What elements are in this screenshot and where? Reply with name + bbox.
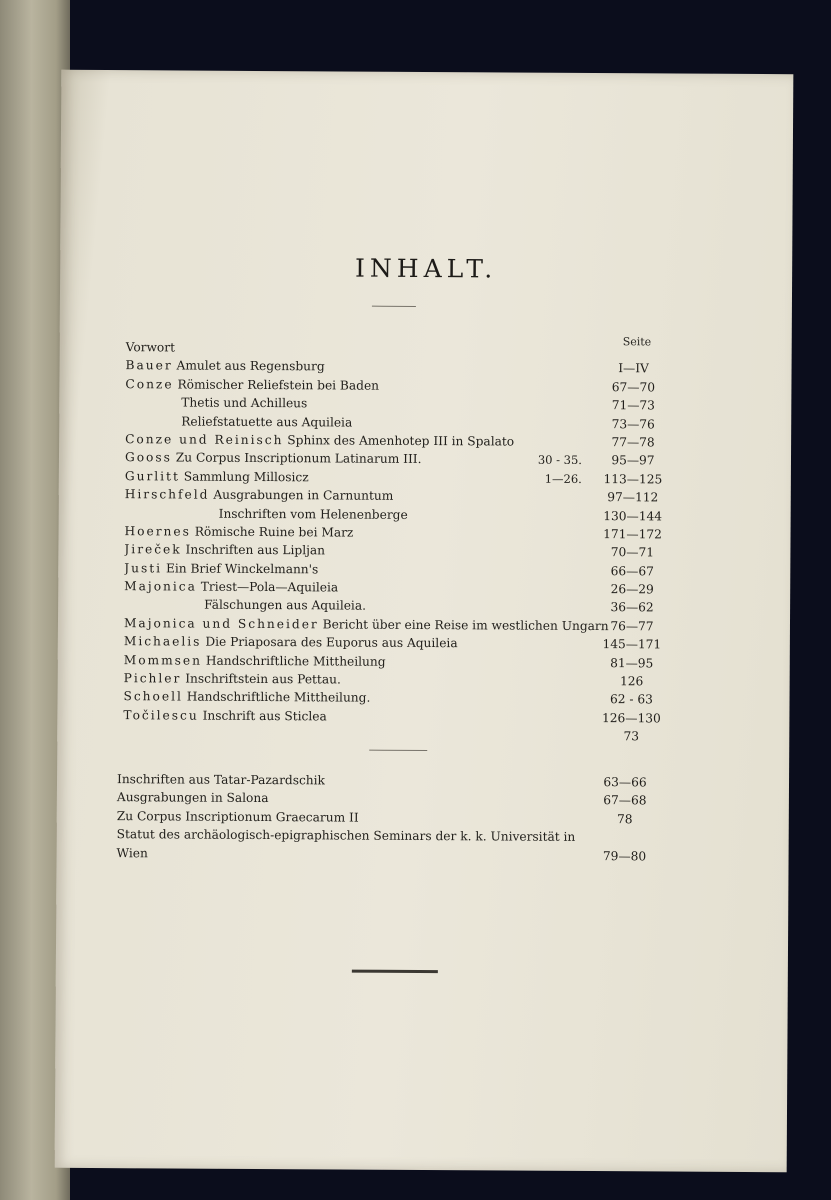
toc-entry-title (124, 522, 353, 542)
toc-entry-text: Sammlung Millosicz (183, 469, 309, 485)
table-of-contents (123, 338, 670, 746)
toc-entry (123, 724, 668, 746)
toc-entry-title (181, 412, 352, 431)
appendix-entry-pages: 78 (616, 811, 633, 827)
toc-entry-title (124, 651, 386, 671)
toc-entry-pages: 171—172 (603, 526, 662, 542)
toc-entry-pages: I—IV (618, 361, 649, 376)
toc-entry-title (125, 430, 514, 451)
section-divider (369, 750, 427, 751)
toc-entry-title (125, 375, 379, 395)
toc-entry-author: Conze und Reinisch (125, 432, 284, 448)
toc-entry-author: Justi (124, 560, 163, 576)
end-ornament-rule (352, 970, 438, 974)
toc-entry-title (219, 504, 408, 524)
toc-entry-title (124, 577, 338, 597)
toc-entry-pages: 70—71 (610, 545, 655, 560)
toc-entry-pages: 81—95 (610, 655, 654, 671)
toc-entry-author: Michaelis (123, 634, 202, 649)
toc-entry-pages: 71—73 (611, 398, 655, 413)
toc-entry-column-range: 30 - 35. (537, 453, 583, 468)
toc-entry-pages: 26—29 (610, 582, 654, 597)
toc-entry-title (124, 632, 458, 652)
toc-entry-column-range: 1—26. (544, 471, 582, 486)
toc-entry-text: Inschriften vom Helenenberge (218, 506, 408, 522)
toc-entry-pages: 73—76 (611, 416, 655, 431)
toc-entry-author: Hoernes (124, 524, 191, 539)
toc-entry-text: Römischer Reliefstein bei Baden (177, 377, 380, 393)
book-page (55, 70, 794, 1172)
toc-entry-title (124, 669, 341, 689)
toc-entry-title (124, 540, 325, 560)
toc-entry-author: Bauer (125, 358, 173, 373)
toc-entry-author: Hirschfeld (124, 487, 210, 502)
toc-entry-text: Inschriften aus Lipljan (185, 542, 326, 558)
toc-entry-text: Ein Brief Winckelmann's (165, 561, 319, 577)
toc-entry-text: Die Priaposara des Euporus aus Aquileia (205, 634, 458, 651)
toc-entry-pages: 130—144 (603, 508, 663, 523)
toc-entry-author: Majonica und Schneider (123, 616, 319, 632)
toc-entry-author: Mommsen (123, 652, 203, 668)
toc-entry-author: Pichler (123, 671, 182, 686)
toc-entry-text: Bericht über eine Reise im westlichen Ungarn (322, 617, 609, 633)
toc-entry-title (125, 485, 394, 505)
seite-column-header: Seite (622, 335, 652, 349)
toc-entry-author: Jireček (124, 542, 182, 557)
toc-entry-pages: 76—77 (610, 618, 654, 634)
toc-entry-pages: 126—130 (602, 710, 661, 726)
toc-entry-pages: 62 - 63 (610, 692, 654, 707)
toc-entry-text: Inschrift aus Sticlea (202, 708, 327, 724)
toc-entry-text: Handschriftliche Mittheilung (205, 653, 386, 669)
toc-entry-text: Römische Ruine bei Marz (194, 524, 354, 540)
toc-entry-title (125, 357, 324, 377)
toc-entry-pages: 126 (619, 674, 644, 689)
toc-entry-title (125, 467, 309, 487)
toc-entry-author: Točilescu (123, 707, 199, 723)
toc-entry-pages: 73 (623, 729, 640, 744)
toc-entry-pages: 66—67 (610, 563, 654, 579)
appendix-entry-text: Zu Corpus Inscriptionum Graecarum II (116, 808, 359, 825)
toc-entry-text: Thetis und Achilleus (181, 395, 308, 411)
toc-entry-title (181, 394, 307, 413)
toc-entry-text: Zu Corpus Inscriptionum Latinarum III. (175, 450, 422, 467)
toc-entry-title (123, 706, 326, 726)
toc-entry-title (204, 596, 366, 615)
toc-entry-author: Schoell (123, 689, 183, 704)
appendix-entry-text: Inschriften aus Tatar-Pazardschik (116, 772, 325, 788)
toc-entry-title (123, 688, 370, 708)
appendix-entry-text: Statut des archäologisch-epigraphischen Seminars der k. k. Universität in Wien (116, 827, 576, 860)
toc-entry-text: Inschriftstein aus Pettau. (185, 671, 341, 687)
toc-entry-pages: 36—62 (610, 600, 654, 615)
appendix-entry (117, 825, 662, 865)
toc-entry-pages: 145—171 (602, 637, 662, 652)
toc-entry-pages: 77—78 (611, 435, 655, 450)
appendix-entry-pages: 79—80 (602, 848, 647, 863)
appendix-entry-pages: 63—66 (603, 775, 647, 790)
title-divider (372, 306, 416, 307)
toc-entry-pages: 67—70 (611, 379, 656, 395)
toc-entry-text: Ausgrabungen in Carnuntum (213, 487, 394, 503)
toc-entry-text: Fälschungen aus Aquileia. (204, 598, 367, 614)
toc-entry-pages: 95—97 (611, 453, 655, 468)
appendix-entry-pages: 67—68 (603, 793, 647, 808)
toc-entry-author: Majonica (124, 579, 197, 594)
page-title: INHALT. (355, 253, 498, 284)
toc-entry-author: Conze (125, 376, 174, 392)
toc-entry-text: Triest—Pola—Aquileia (200, 579, 339, 595)
toc-entry-author: Gurlitt (124, 468, 180, 484)
toc-entry-text: Reliefstatuette aus Aquileia (181, 414, 353, 430)
appendix-entry-text: Ausgrabungen in Salona (116, 790, 269, 806)
toc-entry-title (126, 338, 175, 357)
toc-entry-text: Vorwort (125, 340, 176, 355)
toc-entry-pages: 97—112 (607, 490, 659, 505)
toc-entry-text: Amulet aus Regensburg (176, 358, 325, 374)
toc-entry-author: Gooss (124, 450, 172, 465)
toc-entry-pages: 113—125 (603, 471, 663, 487)
appendix-contents (117, 770, 663, 865)
toc-entry-title (124, 559, 318, 579)
toc-entry-text: Handschriftliche Mittheilung. (186, 689, 371, 706)
toc-entry-title (125, 449, 422, 469)
toc-entry-text: Sphinx des Amenhotep III in Spalato (287, 433, 515, 449)
